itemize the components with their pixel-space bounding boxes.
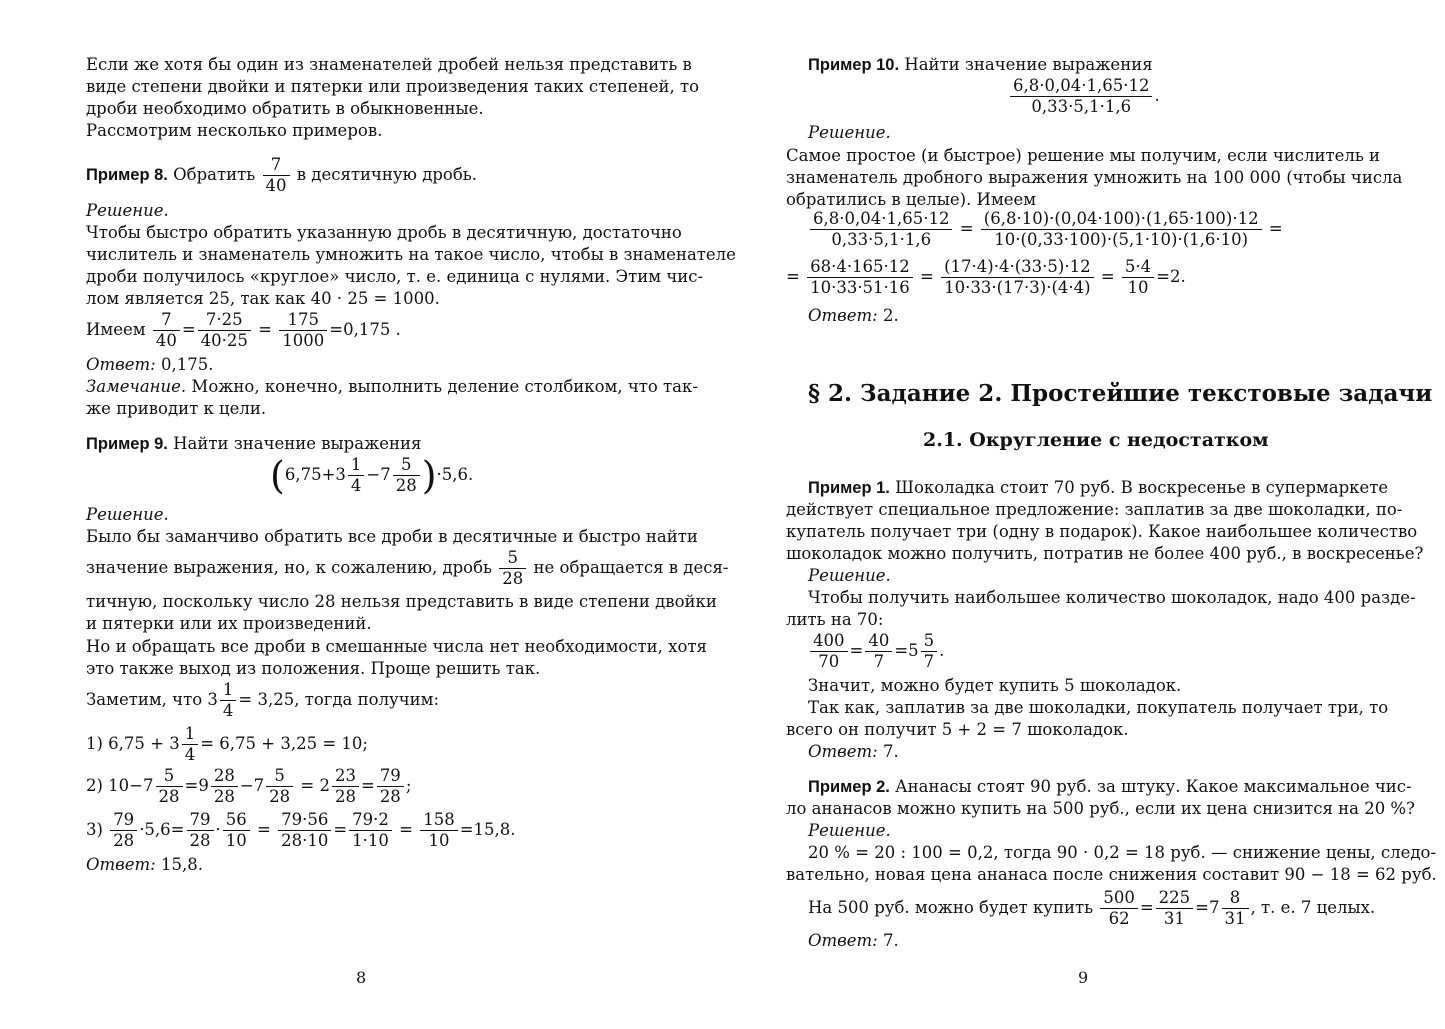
paragraph-line: дроби необходимо обратить в обыкновенные. (86, 99, 484, 118)
paragraph-line: Заметим, что 3 $\frac{1}{4}$ = 3,25, тогда получим: (86, 680, 440, 720)
fraction: $\frac{7}{40}$ (263, 155, 290, 196)
paragraph-line: числитель и знаменатель умножить на такое число, чтобы в знаменателе (86, 245, 736, 264)
step-3: 3) $\frac{79}{28}$ ·5,6= $\frac{79}{28}$ · $\frac{56}{10}$ = $\frac{79\cdot 56}{28\cdot 10}$ = $\frac{79\cdot 2}{1\cdot 10}$ = $\frac{158}{10}$ =15,8. (86, 810, 516, 850)
paragraph-line: обратились в целые). Имеем (786, 190, 1037, 209)
paragraph-line: значение выражения, но, к сожалению, дробь $\frac{5}{28}$ не обращается в деся- (86, 548, 729, 588)
paragraph-line: Если же хотя бы один из знаменателей дробей нельзя представить в (86, 55, 692, 74)
expression-10: $\frac{6,8\cdot 0,04\cdot 1,65\cdot 12}{0,33\cdot 5,1\cdot 1,6}$ . (1008, 76, 1160, 117)
example-10-heading: Пример 10. Найти значение выражения (808, 55, 1153, 74)
paragraph-line: Было бы заманчиво обратить все дроби в десятичные и быстро найти (86, 527, 698, 546)
paragraph-line: лом является 25, так как 40 · 25 = 1000. (86, 289, 440, 308)
paragraph-line: шоколадок можно получить, потратив не более 400 руб., в воскресенье? (786, 544, 1424, 563)
example-label: Пример 2. (808, 778, 890, 796)
paragraph-line: виде степени двойки и пятерки или произведения таких степеней, то (86, 77, 700, 96)
equation-10a: $\frac{6,8\cdot 0,04\cdot 1,65\cdot 12}{0,33\cdot 5,1\cdot 1,6}$ = $\frac{(6,8\cdot 10)\cdot(0,04\cdot 100)\cdot(1,65\cdot 100)\cdot 12}{10\cdot(0,33\cdot 100)\cdot(5,1\cdot 10)\cdot(1,6\cdot 10)}$ = (808, 209, 1283, 250)
answer-line: Ответ: 0,175. (86, 355, 214, 374)
paragraph-line: лить на 70: (786, 610, 884, 629)
paragraph-line: Чтобы получить наибольшее количество шоколадок, надо 400 разде- (808, 588, 1416, 607)
paragraph-line: ло ананасов можно купить на 500 руб., если их цена снизится на 20 %? (786, 799, 1415, 818)
answer-line: Ответ: 7. (808, 742, 899, 761)
subsection-title: 2.1. Округление с недостатком (923, 429, 1269, 451)
equation-1: $\frac{400}{70}$ = $\frac{40}{7}$ =5 $\frac{5}{7}$ . (808, 631, 944, 672)
paragraph-line: вательно, новая цена ананаса после снижения составит 90 − 18 = 62 руб. (786, 865, 1437, 884)
paragraph-line: знаменатель дробного выражения умножить на 100 000 (чтобы числа (786, 168, 1403, 187)
solution-label: Решение. (808, 566, 891, 585)
step-2: 2) 10−7 $\frac{5}{28}$ =9 $\frac{28}{28}$ −7 $\frac{5}{28}$ = 2 $\frac{23}{28}$ = $\frac{79}{28}$ ; (86, 766, 412, 806)
solution-label: Решение. (808, 123, 891, 142)
paragraph-line: всего он получит 5 + 2 = 7 шоколадок. (786, 720, 1129, 739)
paragraph-line: дроби получилось «круглое» число, т. е. единица с нулями. Этим чис- (86, 267, 704, 286)
paragraph-line: Так как, заплатив за две шоколадки, покупатель получает три, то (808, 698, 1389, 717)
paragraph-line: Значит, можно будет купить 5 шоколадок. (808, 676, 1182, 695)
answer-line: Ответ: 2. (808, 306, 899, 325)
solution-label: Решение. (86, 201, 169, 220)
paragraph-line: Самое простое (и быстрое) решение мы получим, если числитель и (786, 146, 1381, 165)
left-page (60, 0, 736, 1029)
solution-label: Решение. (86, 505, 169, 524)
paragraph-line: Рассмотрим несколько примеров. (86, 121, 383, 140)
equation-10b: = $\frac{68\cdot 4\cdot 165\cdot 12}{10\cdot 33\cdot 51\cdot 16}$ = $\frac{(17\cdot 4)\cdot 4\cdot(33\cdot 5)\cdot 12}{10\cdot 33\cdot(17\cdot 3)\cdot(4\cdot 4)}$ = $\frac{5\cdot 4}{10}$ =2. (786, 257, 1186, 297)
paragraph-line: тичную, поскольку число 28 нельзя представить в виде степени двойки (86, 592, 717, 611)
section-title: § 2. Задание 2. Простейшие текстовые задачи (808, 380, 1433, 407)
paragraph-line: это также выход из положения. Проще решить так. (86, 659, 541, 678)
step-1: 1) 6,75 + 3 $\frac{1}{4}$ = 6,75 + 3,25 = 10; (86, 724, 368, 764)
paragraph-line: На 500 руб. можно будет купить $\frac{500}{62}$ = $\frac{225}{31}$ =7 $\frac{8}{31}$ , т. е. 7 целых. (808, 888, 1376, 928)
paragraph-line: 20 % = 20 : 100 = 0,2, тогда 90 · 0,2 = 18 руб. — снижение цены, следо- (808, 843, 1437, 862)
example-1-heading: Пример 1. Шоколадка стоит 70 руб. В воскресенье в супермаркете (808, 478, 1389, 497)
answer-line: Ответ: 15,8. (86, 855, 203, 874)
paragraph-line: действует специальное предложение: заплатив за две шоколадки, по- (786, 500, 1403, 519)
example-8-heading: Пример 8. Обратить $\frac{7}{40}$ в десятичную дробь. (86, 155, 478, 195)
paragraph-line: Но и обращать все дроби в смешанные числа нет необходимости, хотя (86, 637, 707, 656)
answer-line: Ответ: 7. (808, 931, 899, 950)
example-2-heading: Пример 2. Ананасы стоят 90 руб. за штуку. Какое максимальное чис- (808, 777, 1412, 796)
page-number: 8 (356, 968, 367, 987)
paragraph-line: же приводит к цели. (86, 399, 267, 418)
right-page (768, 0, 1437, 1029)
remark-line: Замечание. Можно, конечно, выполнить деление столбиком, что так- (86, 377, 698, 396)
example-label: Пример 8. (86, 166, 168, 184)
example-label: Пример 1. (808, 479, 890, 497)
equation-line: Имеем $\frac{7}{40}$ = $\frac{7\cdot 25}{40\cdot 25}$ = $\frac{175}{1000}$ =0,175 . (86, 310, 401, 350)
paragraph-line: Чтобы быстро обратить указанную дробь в десятичную, достаточно (86, 223, 682, 242)
expression-9: (6,75+3 $\frac{1}{4}$ −7 $\frac{5}{28}$ )·5,6. (270, 453, 474, 498)
page-number: 9 (1078, 968, 1089, 987)
example-label: Пример 10. (808, 56, 900, 74)
solution-label: Решение. (808, 821, 891, 840)
example-9-heading: Пример 9. Найти значение выражения (86, 434, 422, 453)
example-label: Пример 9. (86, 435, 168, 453)
paragraph-line: купатель получает три (одну в подарок). Какое наибольшее количество (786, 522, 1418, 541)
paragraph-line: и пятерки или их произведений. (86, 614, 372, 633)
